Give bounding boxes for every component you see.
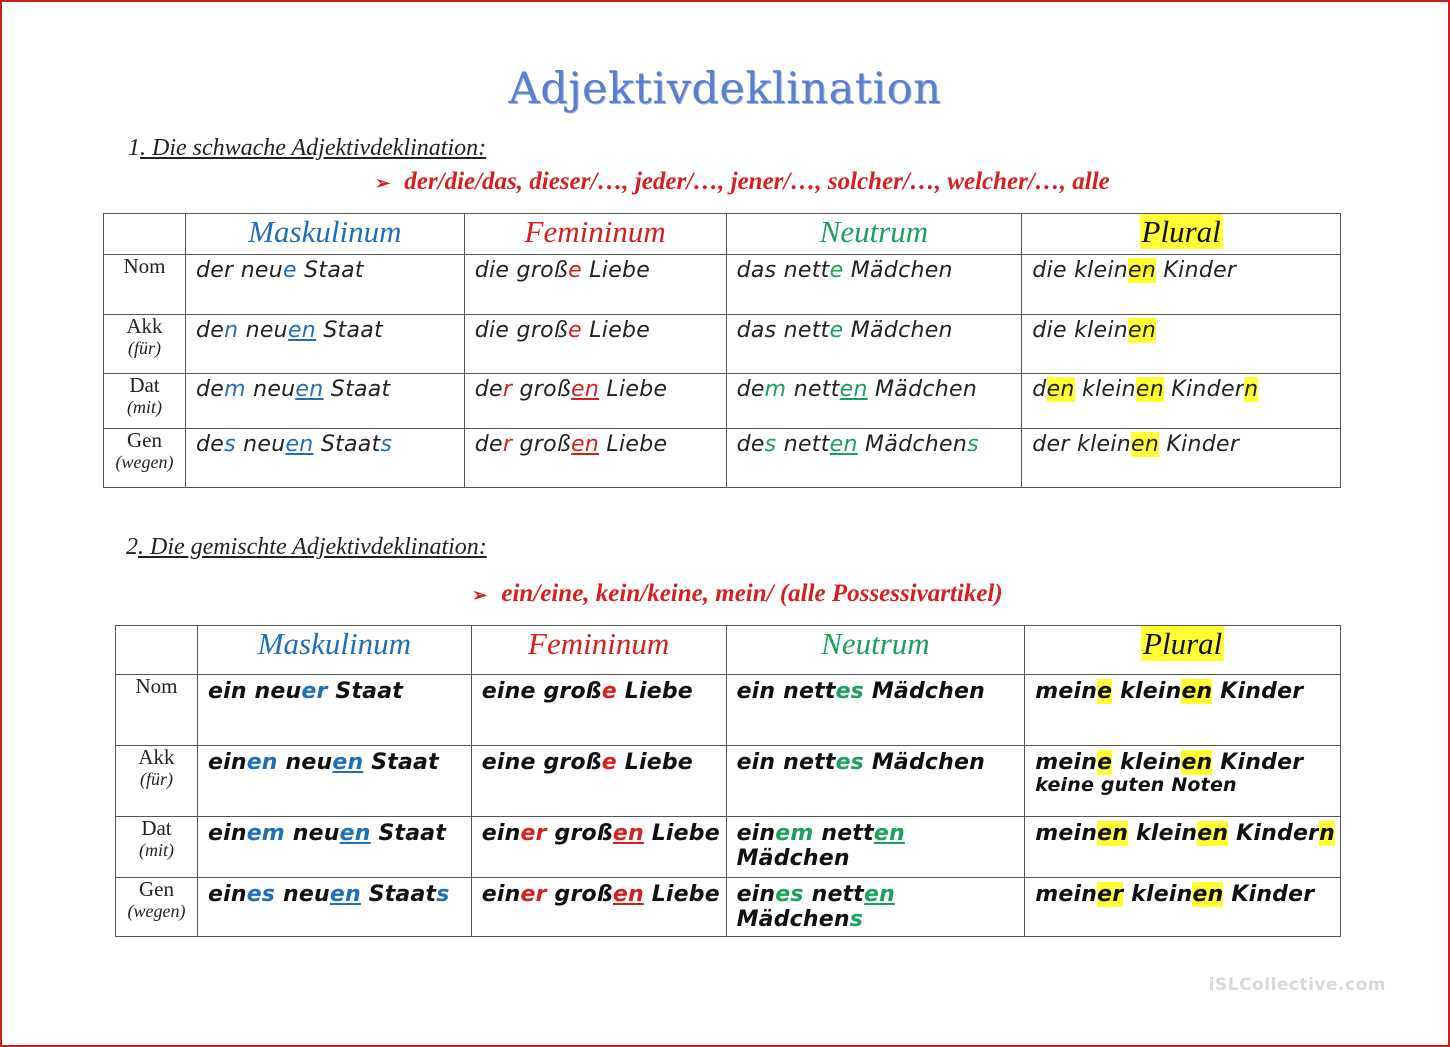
declension-ending: en [571,377,600,402]
phrase-text: Staat [360,882,437,907]
declension-phrase [1035,882,1340,907]
phrase-text: klein [1112,750,1182,775]
phrase-text: neu [238,318,288,343]
table-row [104,374,1341,429]
table-cell [1025,817,1341,878]
weak-declension-table [103,213,1341,488]
section1-heading-text: . Die schwache Adjektivdeklination: [140,135,487,161]
phrase-text: Kinder [1223,882,1315,907]
case-preposition: (wegen) [115,452,174,472]
case-cell [104,315,186,374]
table-row [104,255,1341,315]
phrase-text: ein neu [207,679,302,704]
table-cell [726,675,1025,746]
table-cell [1025,746,1341,817]
phrase-text: der neu [195,258,284,283]
phrase-text: de [474,432,503,457]
declension-ending: e [1097,750,1113,775]
declension-ending: r [502,377,513,402]
declension-ending: s [764,432,777,457]
table-cell [185,315,464,374]
header-neutrum [726,214,1022,255]
declension-phrase [475,432,726,457]
phrase-text: die klein [1032,258,1129,283]
page-title: Adjektivdeklination [508,64,942,114]
declension-phrase [737,318,1022,343]
table-cell [471,817,726,878]
declension-phrase [1032,318,1340,343]
case-cell [116,878,198,937]
section1-number: 1 [128,135,140,161]
section2-heading-text: . Die gemischte Adjektivdeklination: [138,534,487,560]
phrase-text: neu [245,377,296,402]
phrase-text: ein [736,882,776,907]
case-preposition: (für) [139,769,173,789]
phrase-text: Liebe [643,882,720,907]
declension-ending: en [1192,882,1224,907]
table-cell [471,746,726,817]
declension-ending: en [1181,679,1213,704]
declension-ending: m [764,377,787,402]
case-preposition: (wegen) [127,901,186,921]
declension-ending: en [612,882,644,907]
declension-ending: en [329,882,361,907]
header-row [116,626,1341,675]
table-cell [464,429,726,488]
declension-phrase [196,258,464,283]
declension-phrase [196,318,464,343]
phrase-text: groß [512,432,572,457]
case-cell [104,255,186,315]
phrase-text: ein nett [736,750,836,775]
table-cell [185,429,464,488]
declension-ending: en [287,318,317,343]
case-label: Nom [135,674,178,698]
phrase-text: de [474,377,503,402]
table-cell [726,878,1025,937]
section1-articles-text: der/die/das, dieser/…, jeder/…, jener/…, solcher/…, welcher/…, alle [404,168,1110,195]
declension-ending: s [224,432,236,457]
declension-ending: en [612,821,644,846]
phrase-text: nett [786,377,840,402]
declension-ending: e [568,318,582,343]
header-neutrum [726,626,1025,675]
table-cell [464,255,726,315]
case-cell [116,817,198,878]
case-cell [116,675,198,746]
header-maskulinum-label: Maskulinum [257,626,411,661]
phrase-text: nett [776,432,830,457]
declension-ending: n [224,318,239,343]
table-row [116,817,1341,878]
phrase-text: Mädchen [736,907,850,932]
declension-phrase [482,821,726,846]
declension-phrase [737,679,1025,704]
phrase-text: groß [546,821,613,846]
declension-ending: es [246,882,276,907]
phrase-text: der klein [1032,432,1131,457]
declension-phrase [208,679,471,704]
phrase-text: klein [1074,377,1136,402]
phrase-text: neu [284,821,340,846]
declension-phrase [1035,821,1340,846]
table-cell [726,817,1025,878]
declension-ending: e [829,258,844,283]
header-maskulinum [197,626,471,675]
declension-ending: s [436,882,450,907]
declension-ending: en [332,750,364,775]
declension-ending: r [502,432,513,457]
declension-ending: er [520,821,547,846]
phrase-text: Mädchen [843,318,953,343]
table-cell [197,746,471,817]
declension-ending: en [864,882,895,907]
declension-ending: e [601,750,617,775]
declension-ending: e [829,318,844,343]
phrase-text: Liebe [581,258,651,283]
table-cell [726,429,1022,488]
phrase-text: ein [481,882,521,907]
phrase-text: ein [207,750,247,775]
declension-ending: en [285,432,314,457]
declension-phrase [482,882,726,907]
phrase-text: Staat [316,318,384,343]
phrase-text: mein [1035,750,1098,775]
table-cell [726,746,1025,817]
phrase-text: die groß [474,318,569,343]
phrase-text: Kinder [1164,377,1245,402]
header-plural-label: Plural [1143,626,1223,661]
declension-ending: en [1128,318,1157,343]
declension-phrase [737,258,1022,283]
phrase-text: Kinder [1212,679,1304,704]
header-plural-label: Plural [1141,214,1221,249]
declension-ending: en [839,377,868,402]
table-cell [726,315,1022,374]
phrase-text: mein [1035,821,1098,846]
case-label: Gen [138,877,174,901]
phrase-text: Mädchen [867,377,978,402]
phrase-text: Staat [323,377,391,402]
declension-ending: n [1319,821,1335,846]
phrase-text: de [195,318,225,343]
declension-ending: en [571,432,600,457]
declension-ending: er [1097,882,1124,907]
case-preposition: (mit) [138,840,174,860]
declension-phrase [1032,432,1340,457]
declension-ending: s [849,907,864,932]
phrase-text: Mädchen [863,750,986,775]
section2-articles [2,580,1448,608]
header-neutrum-label: Neutrum [819,214,929,249]
phrase-text: klein [1123,882,1193,907]
phrase-text: Kinder [1156,258,1237,283]
phrase-text: klein [1128,821,1198,846]
declension-ending: e [1097,679,1113,704]
phrase-text: eine groß [481,750,602,775]
phrase-text: die klein [1032,318,1129,343]
table-row [116,878,1341,937]
phrase-text: d [1032,377,1047,402]
header-plural [1022,214,1341,255]
phrase-text: eine groß [481,679,602,704]
phrase-text: ein [207,882,247,907]
table-cell [1022,255,1341,315]
declension-phrase [1035,679,1340,704]
phrase-text: Staat [313,432,381,457]
case-label: Dat [129,373,160,397]
header-plural [1025,626,1341,675]
phrase-text: Liebe [581,318,651,343]
declension-ending: en [1046,377,1075,402]
header-femininum [471,626,726,675]
case-cell [104,429,186,488]
header-femininum-label: Femininum [528,626,670,661]
declension-ending: en [1181,750,1213,775]
declension-ending: en [1130,432,1160,457]
table-row [116,746,1341,817]
table-cell [197,878,471,937]
phrase-text: Liebe [599,377,668,402]
declension-phrase [196,377,464,402]
section1-heading [128,135,486,162]
phrase-text: Mädchen [857,432,968,457]
declension-ending: e [601,679,617,704]
mixed-declension-table [115,625,1341,937]
header-neutrum-label: Neutrum [821,626,930,661]
table-cell [185,255,464,315]
case-label: Akk [126,314,163,338]
phrase-text: Liebe [616,750,693,775]
phrase-text: nett [813,821,874,846]
phrase-text: Liebe [616,679,693,704]
declension-ending: e [283,258,297,283]
phrase-text: de [195,432,225,457]
header-femininum [464,214,726,255]
declension-phrase [737,750,1025,775]
declension-phrase [1032,377,1340,402]
phrase-text: das nett [736,318,830,343]
phrase-text: neu [275,882,330,907]
phrase-text: Liebe [599,432,668,457]
case-cell [104,374,186,429]
declension-phrase [208,882,471,907]
phrase-text: klein [1112,679,1182,704]
phrase-text: mein [1035,679,1098,704]
header-row [104,214,1341,255]
case-preposition: (mit) [126,397,162,417]
declension-ending: e [568,258,582,283]
case-cell [116,746,198,817]
phrase-text: mein [1035,882,1098,907]
table-cell [197,817,471,878]
case-label: Nom [123,254,166,278]
table-cell [726,374,1022,429]
table-cell [1022,429,1341,488]
declension-ending: em [246,821,285,846]
declension-ending: er [520,882,547,907]
phrase-text: Mädchen [863,679,986,704]
phrase-text: Kinder [1212,750,1304,775]
declension-phrase [208,821,471,846]
phrase-text: Kinder [1228,821,1320,846]
declension-ending: m [224,377,246,402]
phrase-text: Staat [370,821,447,846]
table-cell [471,878,726,937]
section2-articles-text: ein/eine, kein/keine, mein/ (alle Possessivartikel) [501,580,1003,607]
phrase-text: ein [207,821,247,846]
section2-heading [126,534,487,561]
declension-phrase [482,750,726,775]
declension-phrase [208,750,471,775]
declension-ending: en [246,750,278,775]
corner-cell [104,214,186,255]
declension-ending: es [775,882,804,907]
phrase-text: Liebe [643,821,720,846]
declension-ending: en [1128,258,1157,283]
phrase-text: groß [546,882,613,907]
declension-ending: en [339,821,371,846]
declension-ending: en [829,432,858,457]
phrase-text: Kinder [1159,432,1240,457]
phrase-text: de [195,377,225,402]
declension-ending: en [1097,821,1129,846]
header-femininum-label: Femininum [524,214,666,249]
table-cell [1022,374,1341,429]
table-cell [197,675,471,746]
section2-number: 2 [126,534,138,560]
phrase-text: groß [512,377,572,402]
phrase-text: Staat [296,258,364,283]
section1-articles [2,168,1448,196]
declension-ending: es [835,750,864,775]
declension-phrase [1035,750,1340,775]
declension-phrase [475,377,726,402]
declension-phrase [737,882,1025,932]
phrase-text: ein [736,821,776,846]
declension-phrase [475,318,726,343]
watermark: iSLCollective.com [1208,975,1386,995]
declension-phrase [737,821,1025,871]
declension-phrase [475,258,726,283]
table-cell [471,675,726,746]
declension-ending: es [835,679,864,704]
phrase-text: Mädchen [736,846,850,871]
declension-ending: en [1197,821,1229,846]
declension-phrase [737,377,1022,402]
header-maskulinum-label: Maskulinum [248,214,402,249]
header-maskulinum [185,214,464,255]
table-cell [1022,315,1341,374]
declension-phrase [737,432,1022,457]
phrase-text: das nett [736,258,830,283]
case-label: Akk [138,745,175,769]
case-label: Gen [126,428,162,452]
phrase-text: nett [803,882,864,907]
phrase-text: Mädchen [843,258,953,283]
table-cell [464,315,726,374]
declension-phrase [196,432,464,457]
declension-ending: en [1135,377,1164,402]
table-cell [726,255,1022,315]
declension-phrase [482,679,726,704]
phrase-text: neu [277,750,333,775]
table-row [104,429,1341,488]
declension-ending: n [1244,377,1259,402]
declension-ending: er [301,679,328,704]
case-preposition: (für) [127,338,161,358]
phrase-text: de [736,432,765,457]
phrase-text: ein nett [736,679,836,704]
table-cell [1025,675,1341,746]
phrase-text: ein [481,821,521,846]
corner-cell [116,626,198,675]
declension-ending: em [775,821,814,846]
extra-example: keine guten Noten [1035,774,1237,796]
arrow-bullet-icon: ➢ [472,585,488,605]
arrow-bullet-icon: ➢ [375,173,391,193]
phrase-text: neu [235,432,286,457]
table-cell [1025,878,1341,937]
declension-ending: en [295,377,324,402]
phrase-text: Staat [363,750,439,775]
declension-ending: s [967,432,979,457]
phrase-text: die groß [474,258,569,283]
declension-ending: en [873,821,905,846]
declension-phrase [1032,258,1340,283]
phrase-text: Staat [327,679,403,704]
table-row [104,315,1341,374]
table-cell [185,374,464,429]
declension-ending: s [380,432,393,457]
table-row [116,675,1341,746]
table-cell [464,374,726,429]
phrase-text: de [736,377,765,402]
case-label: Dat [141,816,172,840]
